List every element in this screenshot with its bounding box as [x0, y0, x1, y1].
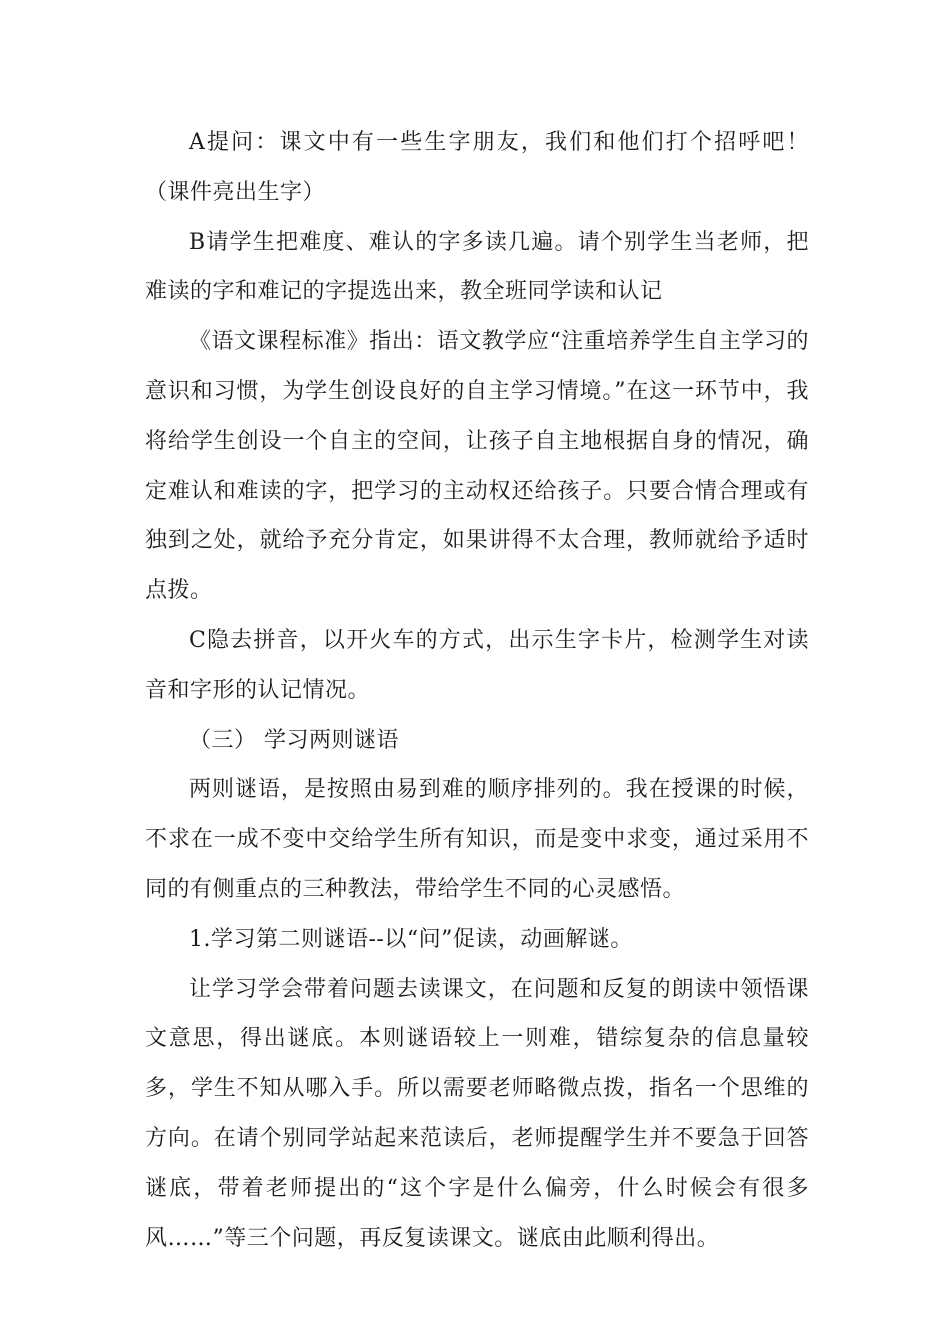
paragraph-step-b: B请学生把难度、难认的字多读几遍。请个别学生当老师，把难读的字和难记的字提选出来，教全班同学读和认记 [145, 229, 809, 305]
paragraph-step-a: A提问：课文中有一些生字朋友，我们和他们打个招呼吧！（课件亮出生字） [145, 130, 809, 205]
paragraph-curriculum-standard: 《语文课程标准》指出：语文教学应“注重培养学生自主学习的意识和习惯，为学生创设良好的自主学习情境。”在这一环节中，我将给学生创设一个自主的空间，让孩子自主地根据自身的情况，确定难认和难读的字，把学习的主动权还给孩子。只要合情合理或有独到之处，就给予充分肯定，如果讲得不太合理，教师就给予适时点拨。 [145, 329, 809, 604]
paragraph-step-c: C隐去拼音，以开火车的方式，出示生字卡片，检测学生对读音和字形的认记情况。 [145, 627, 809, 703]
paragraph-riddle-two-title: 1.学习第二则谜语--以“问”促读，动画解谜。 [189, 926, 633, 952]
paragraph-riddles-intro: 两则谜语，是按照由易到难的顺序排列的。我在授课的时候，不求在一成不变中交给学生所有知识，而是变中求变，通过采用不同的有侧重点的三种教法，带给学生不同的心灵感悟。 [145, 777, 809, 902]
section-heading-riddles: （三） 学习两则谜语 [189, 727, 399, 753]
document-body [145, 118, 809, 1263]
paragraph-riddle-two-method: 让学习学会带着问题去读课文，在问题和反复的朗读中领悟课文意思，得出谜底。本则谜语较上一则难，错综复杂的信息量较多，学生不知从哪入手。所以需要老师略微点拨，指名一个思维的方向。在请个别同学站起来范读后，老师提醒学生并不要急于回答谜底，带着老师提出的“这个字是什么偏旁，什么时候会有很多风……”等三个问题，再反复读课文。谜底由此顺利得出。 [145, 976, 809, 1251]
